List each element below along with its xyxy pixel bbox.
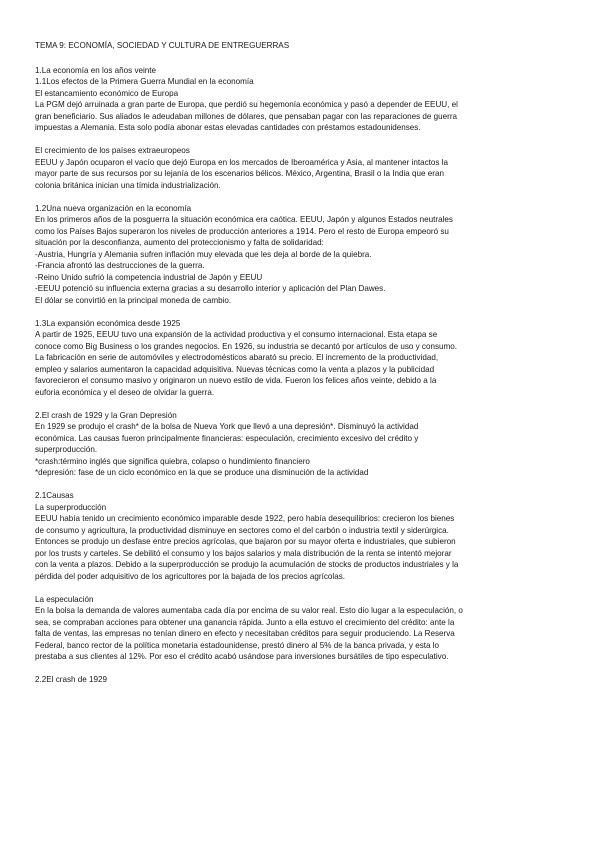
text-line: -Francia afrontó las destrucciones de la guerra. [35,261,205,270]
text-line: impuestas a Alemania. Esta solo podía abonar estas elevadas cantidades con préstamos estadounidenses. [35,123,421,132]
text-line: -EEUU potenció su influencia externa gracias a su desarrollo interior y aplicación del Plan Dawes. [35,284,386,293]
spacer [35,582,569,594]
text-line: 1.La economía en los años veinte [35,65,157,75]
text-line: A partir de 1925, EEUU tuvo una expansión de la actividad productiva y el consumo internacional. Esta etapa se [35,330,438,339]
spacer [35,191,569,203]
text-line: El estancamiento económico de Europa [35,88,179,98]
text-line: En los primeros años de la posguerra la situación económica era caótica. EEUU, Japón y algunos Estados neutrales [35,215,453,224]
text-line: 2.1Causas [35,491,74,500]
text-line: El crecimiento de los países extraeuropeos [35,146,190,155]
text-line: sea, se compraban acciones para obtener una ganancia rápida. Junto a ella estuvo el crecimiento del crédito: ante la [35,617,455,627]
paragraph-block [35,674,569,686]
text-line: prestaba a sus clientes al 12%. Por eso el crédito acabó usándose para inversiones bursátiles de tipo especulativo. [35,652,449,661]
text-line: colonia británica inician una tímida industrialización. [35,180,221,190]
text-line: -Reino Unido sufrió la competencia industrial de Japón y EEUU [35,272,263,282]
text-line: situación por la desconfianza, aumento del proteccionismo y falta de solidaridad: [35,238,324,247]
text-line: 1.3La expansión económica desde 1925 [35,318,181,328]
text-line: con la venta a plazos. Debido a la superproducción se produjo la acumulación de stocks de productos industriales y la [35,560,459,569]
text-line: Federal, banco rector de la política monetaria estadounidense, prestó dinero al 5% de la banca privada, y esta lo [35,640,440,650]
paragraph-block [35,410,569,479]
text-line: 1.2Una nueva organización en la economía [35,203,192,213]
text-line: falta de ventas, las empresas no tenían dinero en efecto y necesitaban créditos para seguir produciendo. La Reserva [35,629,455,638]
text-line: El dólar se convirtió en la principal moneda de cambio. [35,295,232,305]
paragraph-block [35,318,569,399]
paragraph-block [35,65,569,134]
text-line: mayor parte de sus recursos por su lejanía de los escenarios bélicos. México, Argentina, Brasil o la India que eran [35,169,444,178]
text-line: EEUU había tenido un crecimiento económico imparable desde 1922, pero había desequilibrios: crecieron los bienes [35,514,455,523]
text-line: por los trusts y carteles. Se debilitó el consumo y los bajos salarios y mala distribución de la renta se intentó mejorar [35,548,452,558]
text-line: favorecieron el consumo masivo y originaron un nuevo estilo de vida. Fueron los felices años veinte, debido a la [35,376,437,385]
paragraph-block [35,594,569,663]
text-line: como los Países Bajos superaron los niveles de producción anteriores a 1914. Pero el resto de Europa empeoró su [35,226,449,236]
text-line: EEUU y Japón ocuparon el vacío que dejó Europa en los mercados de Iberoamérica y Asia, al mantener intactos la [35,157,449,167]
paragraph-block [35,145,569,191]
text-line: 2.2El crash de 1929 [35,675,107,684]
spacer [35,479,569,491]
text-line: superproducción. [35,445,98,454]
text-line: La especulación [35,594,94,604]
spacer [35,52,569,65]
text-line: conoce como Big Business o los grandes negocios. En 1926, su industria se decantó por artículos de uso y consumo. [35,341,458,351]
text-line: La PGM dejó arruinada a gran parte de Europa, que perdió su hegemonía económica y pasó a depender de EEUU, el [35,100,458,109]
text-line: -Austria, Hungría y Alemania sufren inflación muy elevada que les deja al borde de la quiebra. [35,249,372,259]
spacer [35,398,569,410]
paragraph-block [35,490,569,582]
text-line: En 1929 se produjo el crash* de la bolsa de Nueva York que llevó a una depresión*. Disminuyó la actividad [35,422,419,431]
text-line: gran beneficiario. Sus aliados le adeudaban millones de dólares, que pensaban pagar con las reparaciones de guerra [35,111,458,121]
spacer [35,134,569,146]
text-line: euforia económica y el deseo de olvidar la guerra. [35,387,215,397]
document-title: TEMA 9: ECONOMÍA, SOCIEDAD Y CULTURA DE ENTREGUERRAS [35,41,290,50]
spacer [35,663,569,675]
text-line: *depresión: fase de un ciclo económico en la que se produce una disminución de la actividad [35,468,369,477]
text-line: de consumo y agricultura, la productividad disminuye en sectores como el del carbón o industria textil y siderúrgica. [35,525,449,535]
text-line: 1.1Los efectos de la Primera Guerra Mundial en la economía [35,77,254,86]
paragraph-block [35,203,569,307]
spacer [35,306,569,318]
text-line: En la bolsa la demanda de valores aumentaba cada día por encima de su valor real. Esto dio lugar a la especulación, o [35,606,463,615]
text-line: empleo y salarios aumentaron la capacidad adquisitiva. Nuevas técnicas como la venta a plazos y la publicidad [35,364,435,374]
text-line: pérdida del poder adquisitivo de los agricultores por la bajada de los precios agrícolas. [35,571,345,581]
text-line: *crash:término inglés que significa quiebra, colapso o hundimiento financiero [35,456,310,466]
text-line: La superproducción [35,502,107,512]
text-line: económica. Las causas fueron principalmente financieras: especulación, crecimiento excesivo del crédito y [35,433,419,443]
text-line: La fabricación en serie de automóviles y electrodomésticos abarató su precio. El incremento de la productividad, [35,353,439,362]
text-line: Entonces se produjo un desfase entre precios agrícolas, que bajaron por su mayor oferta e industriales, que subieron [35,537,456,546]
text-line: 2.El crash de 1929 y la Gran Depresión [35,410,177,420]
document-body [35,65,569,686]
